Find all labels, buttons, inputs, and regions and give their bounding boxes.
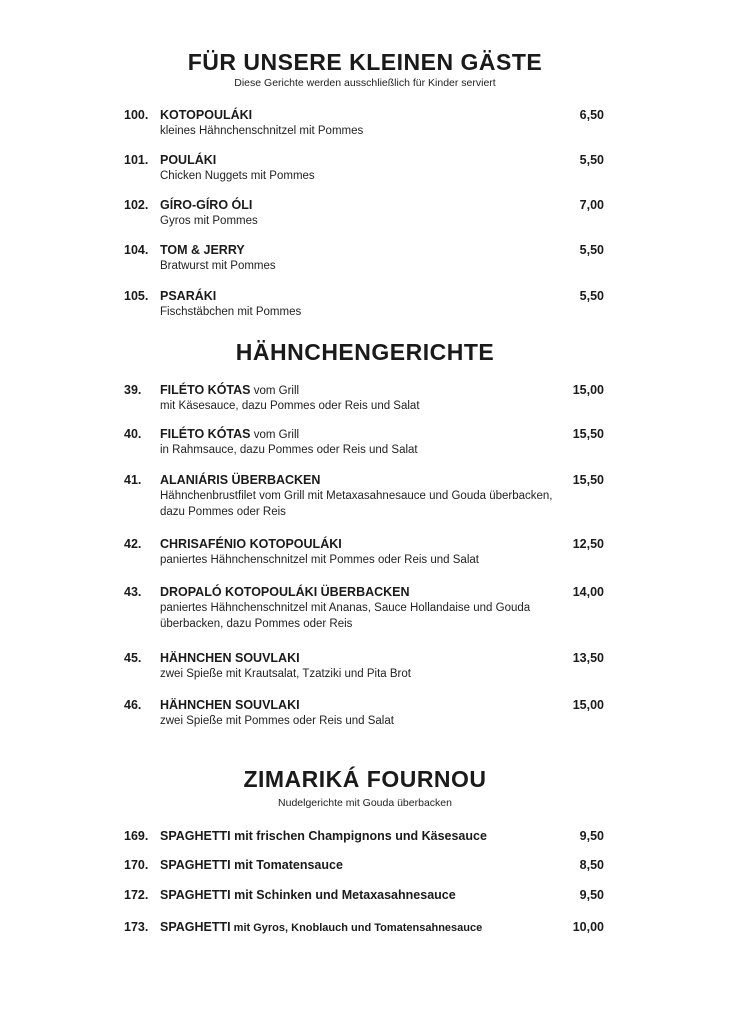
item-name: SPAGHETTI mit Schinken und Metaxasahnesauce (160, 888, 456, 902)
item-price: 5,50 (579, 153, 604, 167)
item-description: Chicken Nuggets mit Pommes (160, 170, 315, 182)
item-name: TOM & JERRY (160, 243, 245, 257)
item-name: FILÉTO KÓTAS vom Grill (160, 427, 300, 441)
item-description: paniertes Hähnchenschnitzel mit Pommes oder Reis und Salat (160, 554, 479, 566)
item-price: 9,50 (579, 829, 604, 843)
item-name: SPAGHETTI mit Tomatensauce (160, 858, 343, 872)
kids-section-subtitle: Diese Gerichte werden ausschließlich für Kinder serviert (234, 77, 496, 89)
item-price: 6,50 (579, 108, 604, 122)
item-description: Gyros mit Pommes (160, 215, 258, 227)
item-name: GÍRO-GÍRO ÓLI (160, 198, 253, 212)
item-name-extra: mit Gyros, Knoblauch und Tomatensahnesauce (230, 922, 483, 934)
item-number: 41. (124, 473, 142, 487)
item-number: 46. (124, 698, 142, 712)
item-number: 169. (124, 829, 149, 843)
item-number: 172. (124, 888, 149, 902)
item-number: 101. (124, 153, 149, 167)
item-number: 100. (124, 108, 149, 122)
item-number: 105. (124, 289, 149, 303)
item-description: kleines Hähnchenschnitzel mit Pommes (160, 125, 364, 137)
item-price: 15,50 (572, 473, 604, 487)
item-name: DROPALÓ KOTOPOULÁKI ÜBERBACKEN (160, 585, 410, 599)
item-name: PSARÁKI (160, 289, 217, 303)
item-description: zwei Spieße mit Krautsalat, Tzatziki und Pita Brot (160, 668, 411, 680)
item-name-extra: vom Grill (250, 385, 300, 397)
item-name: POULÁKI (160, 153, 217, 167)
item-description: Fischstäbchen mit Pommes (160, 306, 302, 318)
item-description: Hähnchenbrustfilet vom Grill mit Metaxasahnesauce und Gouda überbacken, dazu Pommes oder Reis (160, 490, 553, 518)
item-number: 173. (124, 920, 149, 934)
item-name-extra: vom Grill (250, 429, 300, 441)
item-name: FILÉTO KÓTAS vom Grill (160, 383, 300, 397)
kids-section-title: FÜR UNSERE KLEINEN GÄSTE (187, 49, 543, 75)
item-number: 104. (124, 243, 149, 257)
chicken-section-title: HÄHNCHENGERICHTE (235, 339, 495, 365)
item-description: Bratwurst mit Pommes (160, 260, 276, 272)
item-number: 42. (124, 537, 142, 551)
item-name: HÄHNCHEN SOUVLAKI (160, 651, 300, 665)
item-name: CHRISAFÉNIO KOTOPOULÁKI (160, 537, 342, 551)
item-price: 10,00 (572, 920, 604, 934)
item-description: in Rahmsauce, dazu Pommes oder Reis und Salat (160, 444, 418, 456)
item-number: 102. (124, 198, 149, 212)
item-price: 15,00 (572, 698, 604, 712)
item-description: mit Käsesauce, dazu Pommes oder Reis und Salat (160, 400, 420, 412)
item-price: 14,00 (572, 585, 604, 599)
item-price: 15,50 (572, 427, 604, 441)
item-number: 45. (124, 651, 142, 665)
item-name: HÄHNCHEN SOUVLAKI (160, 698, 300, 712)
pasta-section-title: ZIMARIKÁ FOURNOU (243, 766, 487, 792)
item-price: 9,50 (579, 888, 604, 902)
item-name: ALANIÁRIS ÜBERBACKEN (160, 473, 321, 487)
item-number: 39. (124, 383, 142, 397)
item-price: 13,50 (572, 651, 604, 665)
item-price: 8,50 (579, 858, 604, 872)
item-number: 40. (124, 427, 142, 441)
item-name: KOTOPOULÁKI (160, 108, 253, 122)
item-name: SPAGHETTI mit Gyros, Knoblauch und Tomatensahnesauce (160, 920, 483, 934)
item-price: 5,50 (579, 243, 604, 257)
item-number: 43. (124, 585, 142, 599)
item-number: 170. (124, 858, 149, 872)
item-price: 15,00 (572, 383, 604, 397)
item-description: zwei Spieße mit Pommes oder Reis und Salat (160, 715, 394, 727)
item-name: SPAGHETTI mit frischen Champignons und Käsesauce (160, 829, 487, 843)
pasta-section-subtitle: Nudelgerichte mit Gouda überbacken (278, 797, 452, 809)
item-price: 12,50 (572, 537, 604, 551)
item-price: 7,00 (579, 198, 604, 212)
item-price: 5,50 (579, 289, 604, 303)
item-description: paniertes Hähnchenschnitzel mit Ananas, Sauce Hollandaise und Gouda überbacken, dazu Pommes oder Reis (160, 602, 531, 630)
